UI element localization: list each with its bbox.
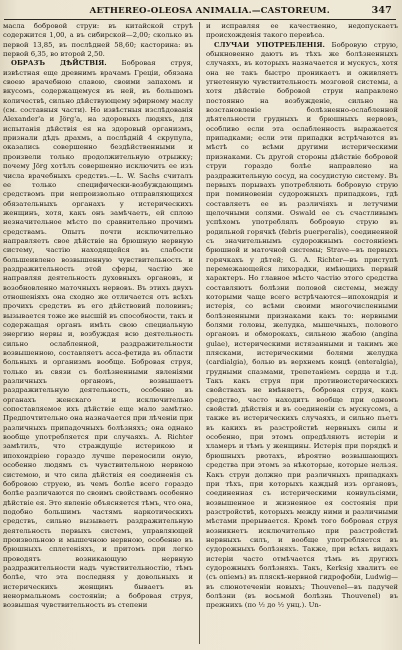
section-heading: ОБРАЗЪ ДѢЙСТВІЯ. [11,59,107,68]
section-heading: СЛУЧАИ УПОТРЕБЛЕНІЯ. [214,40,325,49]
paragraph: масла бобровой струи: въ китайской струѣ содержится 1,00, а въ сибирской—2,00; сколько въ первой 13,85, въ послѣдней 58,60; касторина: въ первой 6,35, во второй 2,50. [3,22,193,59]
section-body: Бобровую струю, обыкновенно даютъ въ тѣхъ же болѣзненныхъ случаяхъ, въ которыхъ назначается и мускусъ, хотя она не такъ быстро проникаетъ и оживляетъ угнетенную чувствительность мозговой системы, а хотя дѣйствіе бобровой струи направлено постоянно на возбужденіе, сильно на возстановленіе болѣзненно-ослабленной дѣятельности грудныхъ и брюшныхъ нервовъ, особливо если эта ослабленность выражается припадками; если эти припадки встрѣчаются въ мѣстѣ со всѣми другими истерическими признаками. Съ другой стороны дѣйствіе бобровой струи гораздо болѣе направлено на раздражительную сосуд, на сосудистую систему. Въ первыхъ порывахъ употребляють бобровую струю при поминовеніи судорожныхъ припадковъ, гдѣ составляетъ ее въ различіяхъ и летучими щелочными солями. Oswald ее съ счастливымъ успѣхомъ употреблялъ бобровую струю въ родильной горячкѣ (febris puerperalis), соединенной съ значительнымъ судорожнымъ состояніемъ брюшной и маточной системы; Strave—въ первыхъ горячкахъ у дѣтей; G. A. Richter—въ приступѣ перемежающейся лихорадки, имѣющихъ первый характеръ. Но главное мѣсто частію этого средства составляютъ болѣзни половой системы, между которыми чаще всего встрѣчаются—ипохондрія и истерія, со всѣми своими многочисленными болѣзненными признаками какъ то: нервными болями головы, желудка, мышечныхъ, полового органовъ и обморокахъ, сильною жабою (angina gulae), истерическими истязанными и такимъ же плясками, истерическими болями желудка (cardialgia), болью въ верхнемъ концѣ (enteralgia), грудными спазмами, трепетаніемъ сердца и т.д. Такъ какъ струя при противоистерическихъ свойствахъ не вмѣняетъ, бобровая струя, какъ средство, часто находитъ вообще при одномъ свойствѣ дѣйствія и въ соединеніи съ мускусомъ, а также въ истерическихъ случаяхъ, и сильно пьетъ въ какихъ въ разстройствѣ нервныхъ силы и особенно, при этомъ опредѣляютъ истеріи и хламеръ и тѣмъ у женщины. Истерія при порядкѣ и брюшныхъ рвотахъ, вѣроятно возвышающихъ средства при этомъ за нѣкоторые, которые нельзя. Какъ струи должно при различныхъ припадкахъ при тѣхъ, при которыхъ каждый изъ органовъ, соединенная съ истерическими конвульсіями, возвышенное и жизненное ея состоянія при разстройствѣ, которыхъ между ними и различными мѣстами прерывается. Кромѣ того бобровая струя возникнетъ исключительно при разстройствѣ нервныхъ силъ, и вообще употребляется въ судорожныхъ болѣзняхъ. Также, при всѣхъ видахъ истеріи часто отмѣчается тѣмъ въ другихъ судорожныхъ болѣзняхъ. Такъ, Kerksig хвалитъ ее (съ опіемъ) въ пляскѣ-нервной гидрофобіи, Ludwig—въ слюнотеченіи новыхъ; Thouvenel—въ падучей болѣзни (въ восьмой болѣзнь Thouvenel) въ прежнихъ (по ½ до ½ унц.). Un- [206,40,398,610]
section-paragraph [3,59,193,610]
paragraph: и исправляя ее качественно, недопускаетъ происхожденія такого перевѣса. [206,22,398,40]
section-body: Бобровая струя, извѣстная еще древнимъ врачамъ Греціи, обязана своею врачебною славою, своими запахомъ и вкусомъ, содержащемуся въ ней, въ большомъ количествѣ, сильно дѣйствующему эфирному маслу (см. составныя части). Но извѣстныя изслѣдованія Alexander'a и Jörg'a, на здоровыхъ людяхъ, для испытанія дѣйствія ея на здоровый организмъ, признали дѣдъ драхмъ, а послѣдній 4 скрупула, оказались совершенно бездѣйственными и произвели только продолжительную отрыжку; почему Jörg хотѣлъ совершенно исключить ее изъ числа врачебныхъ средствъ.—L. W. Sachs считалъ ее только специфически-возбуждающимъ средствомъ при непроизвольно отправляющихся обязательныхъ органахъ у истерическихъ женщинъ, хотя, какъ онъ замѣчаетъ, ей сплою незначительное мѣсто по сравнительно прочимъ средствамъ. Опытъ почти исключительно направляетъ свое дѣйствіе на брюшную нервную систему, частію находящейся въ слабости большеивлено возвышенную чувствительность и раздражительность этой сферы, частію же направляя деятельность духовныхъ органовъ, и возобновленно маточныхъ нервовъ. Въ этихъ двухъ отношеніяхъ она сходно же отличается отъ всѣхъ прочихъ средствъ въ его дѣйствовий половинъ; вызывается тоже же высшій въ способности, такъ и содержащая органъ имѣть свою специальную энергию нервы и, возбуждая всю деятельность сильно ослабленной, раздражительности возвышенною, составляетъ асса-фетида въ области больныхъ и организмъ вообще. Бобровая струя, только въ связи съ болѣзненными явленіями различныхъ органовъ, возвышаетъ раздражительную деятельность, особенно въ органахъ женскаго и исключительно сопоставляемое ихъ дѣйствіе еще мало замѣтно. Предпочтительно она назначается при лѣченіи при различныхъ припадочныхъ болѣзняхъ; она однако вообще употребляется при случаяхъ. A. Richter замѣтилъ, что страждущіе истерикою и ипохондріею гораздо лучше переносили оную, особенно людямъ съ чувствительною нервною системою, и что сила дѣйствія ея соединенія съ бобровою струею, въ чемъ болѣе всего гораздо болѣе различаются по своимъ свойствамъ особенно дѣйствіе ея. Это явленіе объясняется тѣмъ, что она, подобно большимъ частямъ наркотическихъ средствъ, сильно вызываетъ раздражительную деятельность первыхъ системъ, управляющей произвольною и мышечною нервною, особенно въ брюшныхъ сплетеніяхъ, и притомъ при легко проводятъ возникающую нервную раздражительности надъ чувствительностію, тѣмъ болѣе, что эта последняя у довольныхъ и истерическихъ женщинъ бываетъ въ ненормальномъ состояніи; а бобровая струя, возвышая чувствительность въ степени [3,59,193,610]
right-column [206,22,398,644]
left-column [3,22,193,644]
running-header [8,5,392,17]
running-title: AETHEREO-OLEOSA ANIMALIA.—CASTOREUM. [89,6,330,16]
column-divider [199,22,200,644]
section-paragraph [206,41,398,611]
page-number: 347 [371,5,392,16]
header-rule [4,19,396,20]
